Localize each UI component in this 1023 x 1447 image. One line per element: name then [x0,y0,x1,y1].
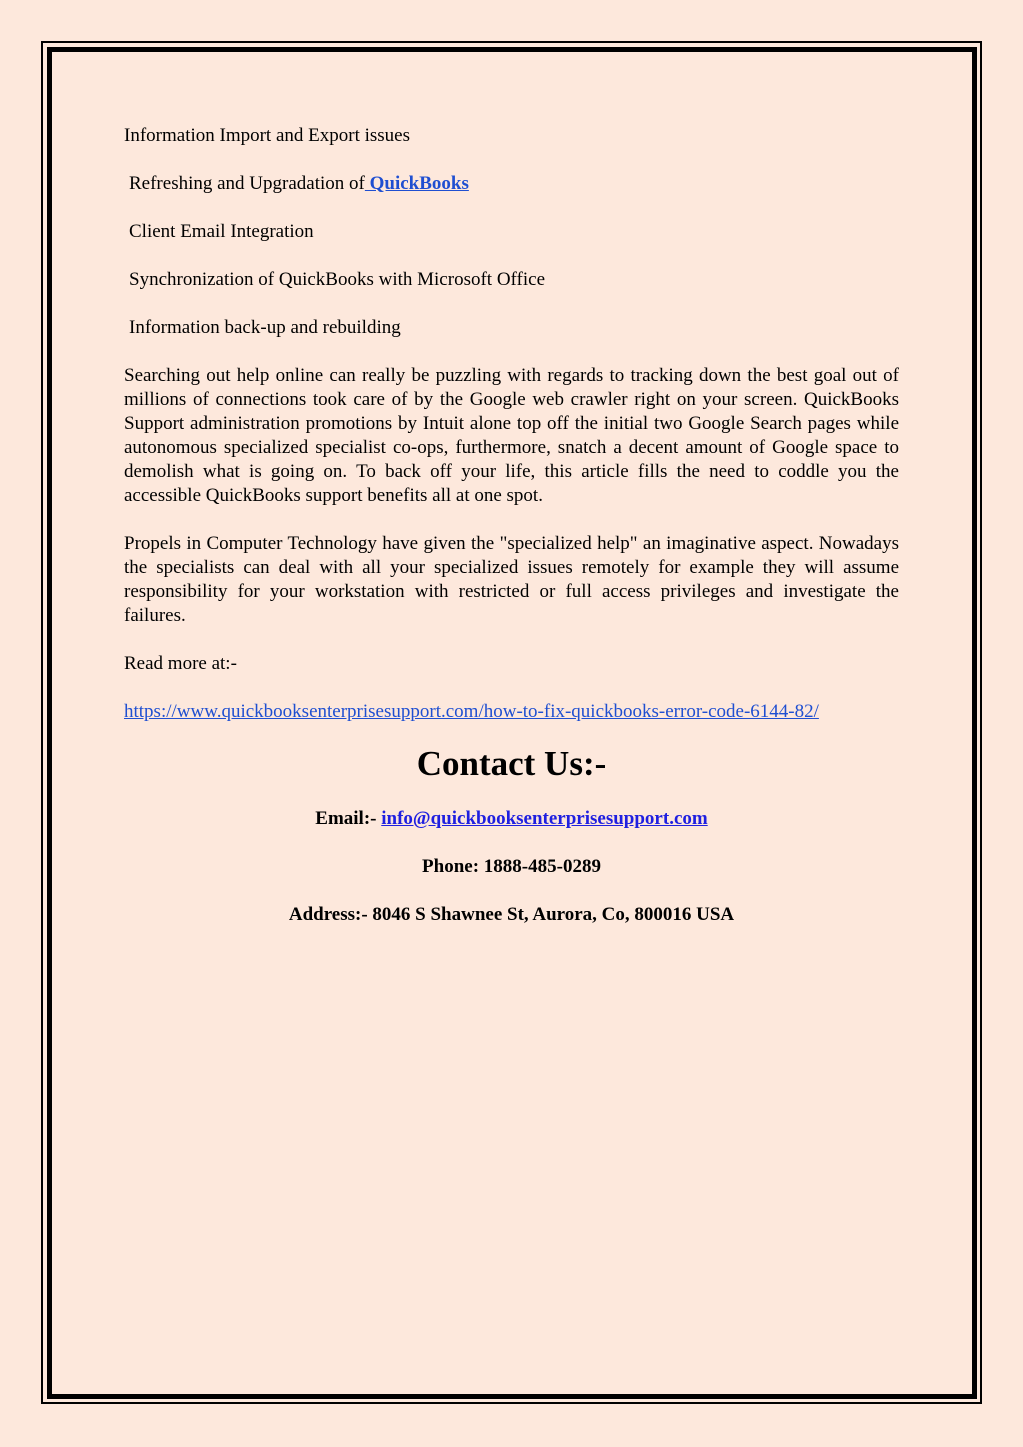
contact-address: Address:- 8046 S Shawnee St, Aurora, Co, 800016 USA [288,904,735,925]
paragraph-support-search: Searching out help online can really be puzzling with regards to tracking down the best goal out of millions of connections took care of by the Google web crawler right on your screen. QuickBooks Support administration promotions by Intuit alone top off the initial two Google Search pages while autonomous specialized specialist co-ops, furthermore, snatch a decent amount of Google space to demolish what is going on. To back off your life, this article fills the need to coddle you the accessible QuickBooks support benefits all at one spot. [124,365,899,506]
email-link[interactable]: info@quickbooksenterprisesupport.com [381,808,708,829]
contact-phone: Phone: 1888-485-0289 [422,856,601,877]
list-item [124,220,899,244]
list-item-text: Synchronization of QuickBooks with Microsoft Office [129,269,545,290]
list-item [124,172,899,196]
read-more-label: Read more at:- [124,653,237,674]
paragraph-tech-help: Propels in Computer Technology have given the "specialized help" an imaginative aspect. Nowadays the specialists can deal with all your specialized issues remotely for example they will assume responsibility for your workstation with restricted or full access privileges and investigate the failures. [124,533,899,626]
list-item [124,124,899,148]
list-item-text: Refreshing and Upgradation of [129,173,365,194]
email-label: Email:- [315,808,382,829]
read-more-link[interactable]: https://www.quickbooksenterprisesupport.com/how-to-fix-quickbooks-error-code-6144-82/ [124,701,819,722]
contact-title: Contact Us:- [416,744,607,783]
list-item [124,316,899,340]
list-item-text: Information Import and Export issues [124,125,411,146]
list-item-text: Client Email Integration [129,221,314,242]
list-item [124,268,899,292]
document-body [124,124,899,724]
read-more-url-line [124,700,899,724]
quickbooks-link[interactable]: QuickBooks [364,173,469,194]
contact-email-line [124,807,899,831]
list-item-text: Information back-up and rebuilding [129,317,401,338]
